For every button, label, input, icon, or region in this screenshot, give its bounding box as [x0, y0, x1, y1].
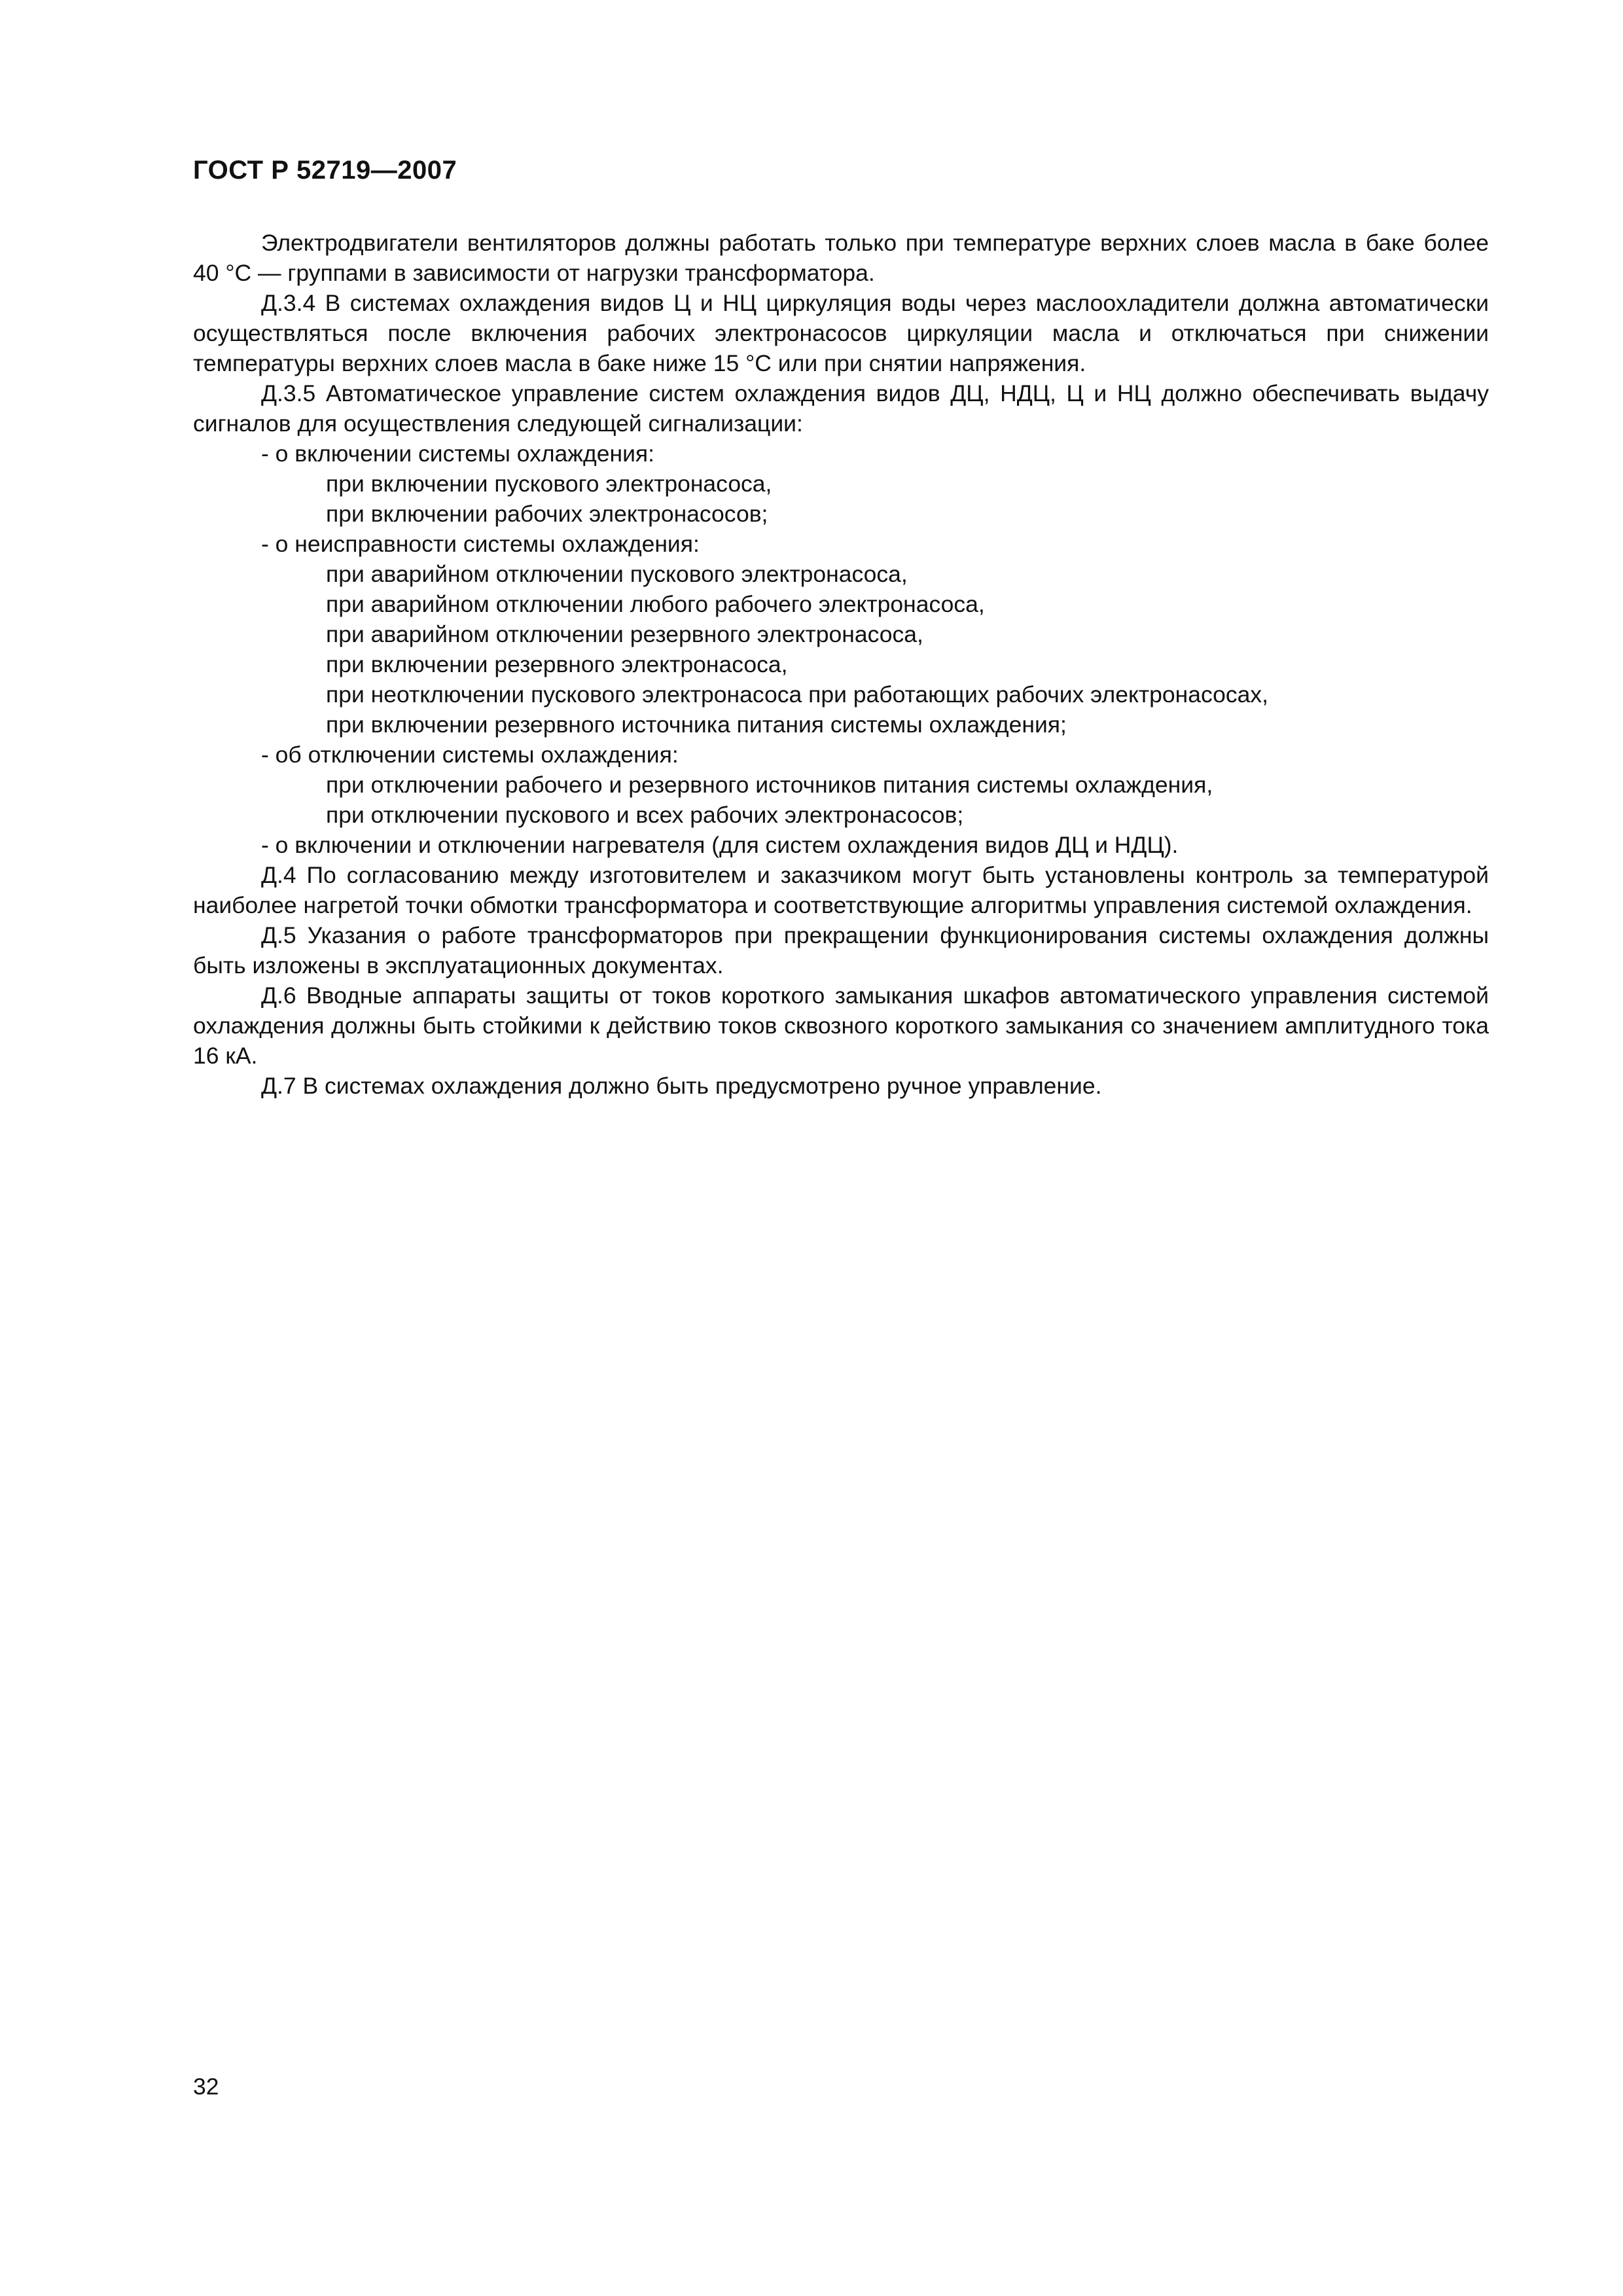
paragraph-d-6: Д.6 Вводные аппараты защиты от токов короткого замыкания шкафов автоматического управления системой охлаждения должны быть стойкими к действию токов сквозного короткого замыкания со значением амплитудного тока 16 кА.: [193, 982, 1489, 1069]
signal-group-title-heater: - о включении и отключении нагревателя (для систем охлаждения видов ДЦ и НДЦ).: [261, 832, 1179, 858]
document-body: [193, 228, 1489, 1101]
list-item: при отключении рабочего и резервного источников питания системы охлаждения,: [326, 772, 1213, 798]
document-code-header: ГОСТ Р 52719—2007: [193, 156, 457, 185]
paragraph-d-5: Д.5 Указания о работе трансформаторов при прекращении функционирования системы охлаждения должны быть изложены в эксплуатационных документах.: [193, 922, 1489, 978]
list-item: при включении резервного источника питания системы охлаждения;: [326, 711, 1067, 738]
signal-group-title-off: - об отключении системы охлаждения:: [261, 742, 679, 768]
paragraph-d-7: Д.7 В системах охлаждения должно быть предусмотрено ручное управление.: [261, 1073, 1102, 1099]
paragraph-d-4: Д.4 По согласованию между изготовителем и заказчиком могут быть установлены контроль за температурой наиболее нагретой точки обмотки трансформатора и соответствующие алгоритмы управления системой охлаждения.: [193, 862, 1489, 918]
paragraph-fans: Электродвигатели вентиляторов должны работать только при температуре верхних слоев масла в баке более 40 °С — группами в зависимости от нагрузки трансформатора.: [193, 230, 1489, 286]
list-item: при включении резервного электронасоса,: [326, 651, 788, 677]
list-item: при включении пускового электронасоса,: [326, 471, 772, 497]
page-number: 32: [193, 2073, 219, 2100]
paragraph-d-3-4: Д.3.4 В системах охлаждения видов Ц и НЦ циркуляция воды через маслоохладители должна автоматически осуществляться после включения рабочих электронасосов циркуляции масла и отключаться при снижении температуры верхних слоев масла в баке ниже 15 °С или при снятии напряжения.: [193, 290, 1489, 376]
paragraph-d-3-5: Д.3.5 Автоматическое управление систем охлаждения видов ДЦ, НДЦ, Ц и НЦ должно обеспечивать выдачу сигналов для осуществления следующей сигнализации:: [193, 380, 1489, 437]
list-item: при неотключении пускового электронасоса при работающих рабочих электронасосах,: [326, 681, 1268, 708]
list-item: при аварийном отключении пускового электронасоса,: [326, 561, 908, 587]
signal-group-title-on: - о включении системы охлаждения:: [261, 440, 655, 467]
list-item: при аварийном отключении резервного электронасоса,: [326, 621, 923, 647]
list-item: при аварийном отключении любого рабочего электронасоса,: [326, 591, 985, 617]
list-item: при отключении пускового и всех рабочих электронасосов;: [326, 802, 964, 828]
signal-group-title-fault: - о неисправности системы охлаждения:: [261, 531, 700, 557]
list-item: при включении рабочих электронасосов;: [326, 501, 768, 527]
